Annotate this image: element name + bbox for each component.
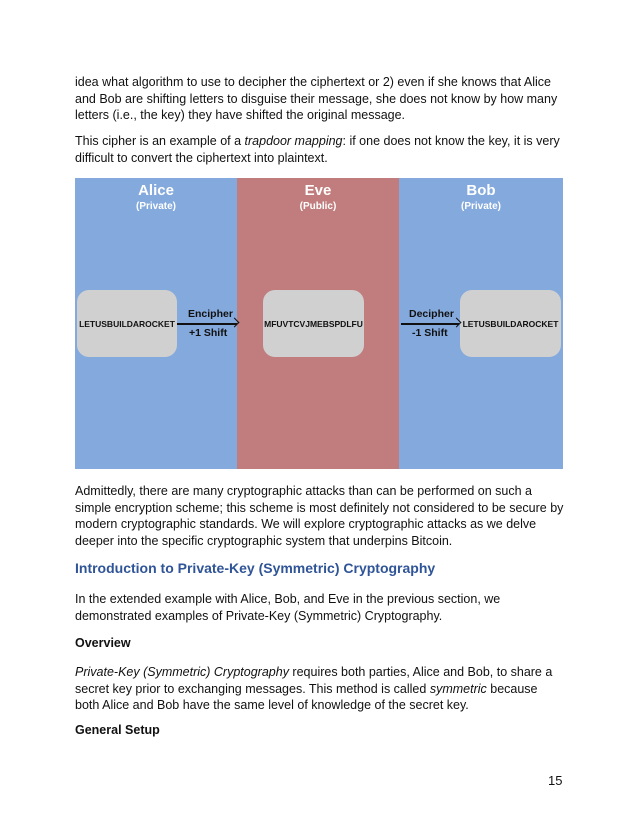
section-heading: Introduction to Private-Key (Symmetric) Cryptography — [75, 560, 436, 576]
overview-paragraph — [75, 664, 565, 714]
eve-title: Eve — [304, 182, 332, 199]
symmetric-term: symmetric — [429, 681, 487, 696]
trapdoor-text-pre: This cipher is an example of a — [75, 134, 245, 148]
eve-subtitle: (Public) — [299, 201, 337, 212]
decipher-arrow — [401, 323, 459, 325]
overview-heading: Overview — [75, 636, 131, 650]
extended-example-paragraph: In the extended example with Alice, Bob, and Eve in the previous section, we demonstrated examples of Private-Key (Symmetric) Cryptography. — [75, 592, 501, 623]
page-number: 15 — [548, 773, 563, 788]
symmetric-crypto-term: Private-Key (Symmetric) Cryptography — [75, 665, 289, 679]
general-setup-heading: General Setup — [75, 723, 160, 737]
cipher-diagram — [75, 178, 563, 469]
encipher-label: Encipher — [188, 308, 233, 320]
overview-text-mid: requires both parties, Alice and Bob, to share a secret key prior to exchanging messages. This method is called — [75, 665, 553, 696]
decipher-label: Decipher — [409, 308, 454, 320]
plaintext-bob: LETUSBUILDAROCKET — [462, 318, 559, 329]
plaintext-alice: LETUSBUILDAROCKET — [79, 318, 175, 329]
trapdoor-paragraph — [75, 133, 565, 166]
attacks-paragraph: Admittedly, there are many cryptographic attacks than can be performed on such a simple encryption scheme; this scheme is most definitely not considered to be secure by modern cryptographic standards. We will explore cryptographic attacks as we delve deeper into the specific cryptographic system that underpins Bitcoin. — [75, 484, 564, 548]
trapdoor-term: trapdoor mapping — [244, 134, 343, 148]
alice-title: Alice — [138, 182, 174, 199]
ciphertext-box — [263, 290, 364, 357]
intro-paragraph: idea what algorithm to use to decipher the ciphertext or 2) even if she knows that Alice and Bob are shifting letters to disguise their message, she does not know by how many letters (i.e., the key) they have shifted the original message. — [75, 75, 558, 122]
ciphertext: MFUVTCVJMEBSPDLFU — [264, 318, 363, 329]
plaintext-box-bob — [460, 290, 561, 357]
trapdoor-text-post: : if one does not know the key, it is very difficult to convert the ciphertext into plaintext. — [75, 134, 560, 165]
decipher-shift-label: -1 Shift — [412, 327, 448, 339]
alice-subtitle: (Private) — [135, 201, 176, 212]
bob-subtitle: (Private) — [460, 201, 501, 212]
plaintext-box-alice — [77, 290, 177, 357]
encipher-arrow — [177, 323, 237, 325]
overview-text-post: because both Alice and Bob have the same level of knowledge of the secret key. — [75, 681, 538, 712]
bob-title: Bob — [466, 182, 496, 199]
encipher-shift-label: +1 Shift — [189, 327, 228, 339]
